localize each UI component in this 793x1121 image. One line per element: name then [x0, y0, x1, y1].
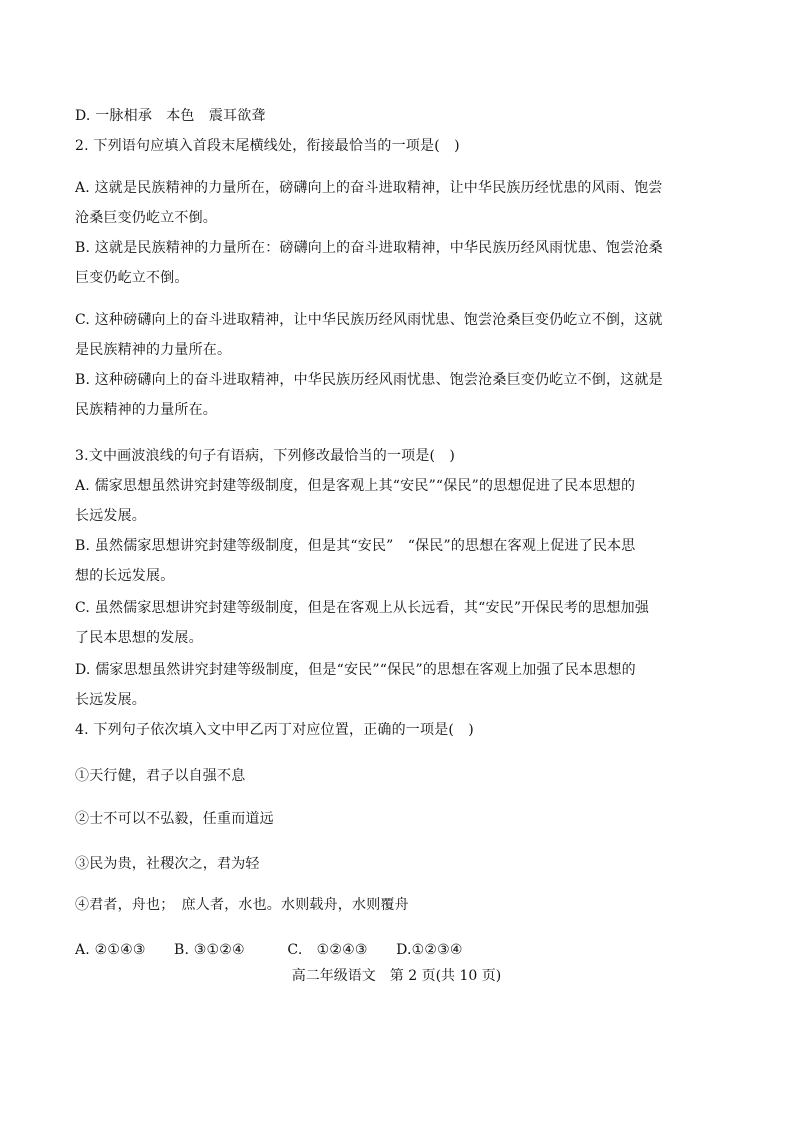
q4-sentence-1: ①天行健，君子以自强不息 — [75, 768, 246, 784]
q3-option-a-line2: 长远发展。 — [75, 508, 146, 524]
q4-sentence-2: ②士不可以不弘毅，任重而道远 — [75, 811, 274, 827]
q3-option-a-line1: A. 儒家思想虽然讲究封建等级制度，但是客观上其“安民”“保民”的思想促进了民本思想的 — [75, 478, 636, 494]
q2-option-c-line1: C. 这种磅礴向上的奋斗进取精神，让中华民族历经风雨忧患、饱尝沧桑巨变仍屹立不倒，这就 — [75, 312, 663, 328]
q3-option-b-line2: 想的长远发展。 — [75, 568, 175, 584]
option-d-q1: D. 一脉相承 本色 震耳欲聋 — [75, 108, 266, 124]
q4-sentence-4: ④君者，舟也； 庶人者，水也。水则载舟，水则覆舟 — [75, 897, 409, 913]
q3-option-d-line2: 长远发展。 — [75, 692, 146, 708]
q2-option-b-line2: 巨变仍屹立不倒。 — [75, 270, 189, 286]
q2-option-c-line2: 是民族精神的力量所在。 — [75, 342, 232, 358]
page-footer: 高二年级语文 第 2 页(共 10 页) — [291, 968, 502, 984]
q2-option-a-line1: A. 这就是民族精神的力量所在，磅礴向上的奋斗进取精神，让中华民族历经忧患的风雨、饱尝 — [75, 180, 663, 196]
q3-option-d-line1: D. 儒家思想虽然讲究封建等级制度，但是“安民”“保民”的思想在客观上加强了民本思想的 — [75, 662, 636, 678]
q3-option-c-line2: 了民本思想的发展。 — [75, 630, 203, 646]
q2-option-d-line2: 民族精神的力量所在。 — [75, 402, 217, 418]
q3-option-b-line1: B. 虽然儒家思想讲究封建等级制度，但是其“安民” “保民”的思想在客观上促进了民本思 — [75, 538, 636, 554]
q2-option-a-line2: 沧桑巨变仍屹立不倒。 — [75, 210, 217, 226]
q3-option-c-line1: C. 虽然儒家思想讲究封建等级制度，但是在客观上从长远看，其“安民”开保民考的思想加强 — [75, 600, 650, 616]
q4-options: A. ②①④③ B. ③①②④ C. ①②④③ D.①②③④ — [75, 942, 463, 958]
q2-option-b-line1: B. 这就是民族精神的力量所在：磅礴向上的奋斗进取精神，中华民族历经风雨忧患、饱尝沧桑 — [75, 240, 663, 256]
q4-sentence-3: ③民为贵，社稷次之，君为轻 — [75, 856, 260, 872]
q2-option-d-line1: B. 这种磅礴向上的奋斗进取精神，中华民族历经风雨忧患、饱尝沧桑巨变仍屹立不倒，这就是 — [75, 372, 663, 388]
question-2-stem: 2. 下列语句应填入首段末尾横线处，衔接最恰当的一项是( ) — [75, 138, 460, 154]
question-4-stem: 4. 下列句子依次填入文中甲乙丙丁对应位置，正确的一项是( ) — [75, 722, 474, 738]
question-3-stem: 3.文中画波浪线的句子有语病，下列修改最恰当的一项是( ) — [75, 448, 456, 464]
